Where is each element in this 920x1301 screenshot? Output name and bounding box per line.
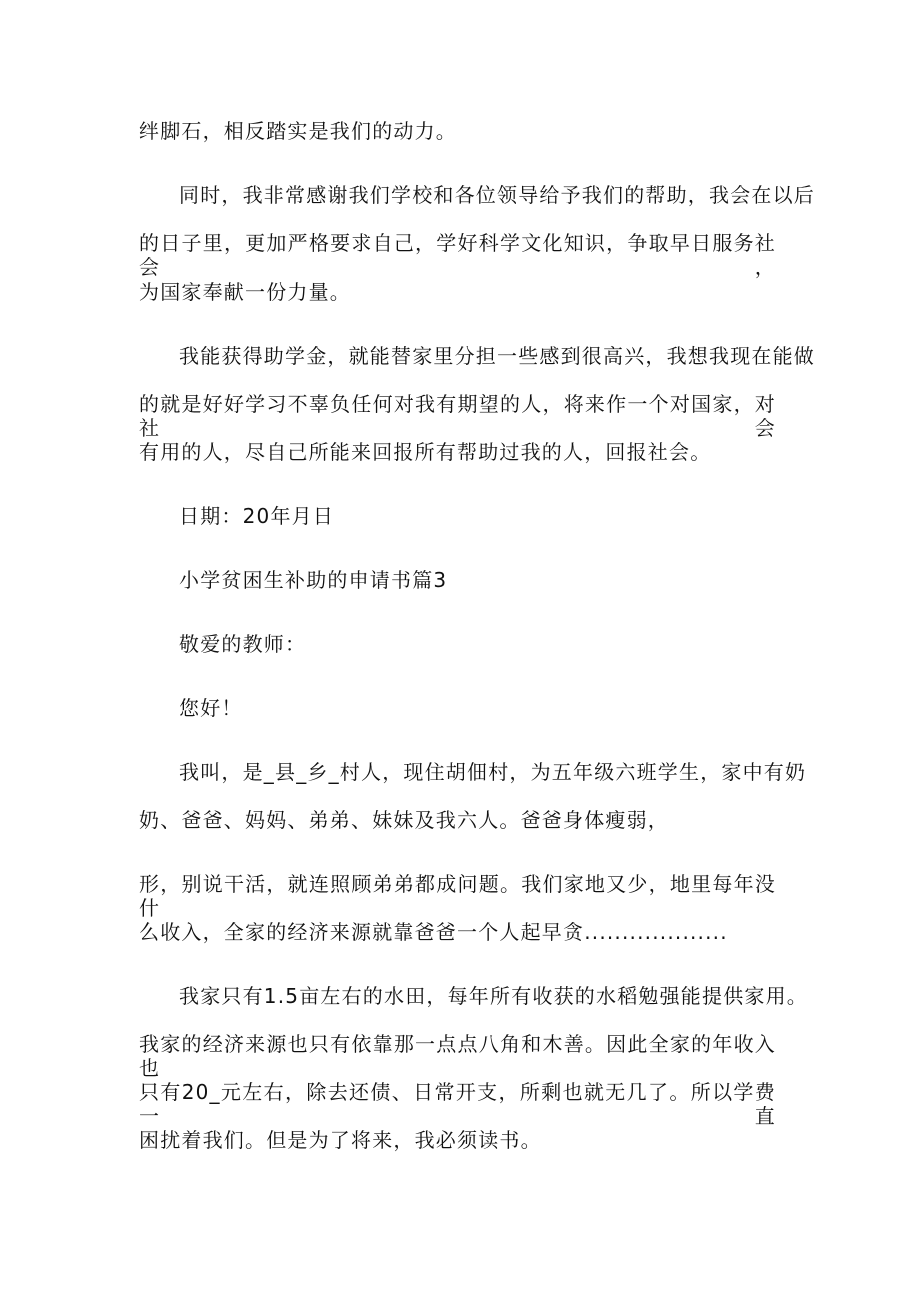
date-line: 日期：20年月日 bbox=[179, 504, 335, 528]
text-line-6: 的就是好好学习不辜负任何对我有期望的人，将来作一个对国家，对社会 bbox=[139, 392, 776, 440]
text-line-18: 只有20_元左右，除去还债、日常开支，所剩也就无几了。所以学费一直 bbox=[139, 1080, 776, 1128]
text-line-4: 为国家奉献一份力量。 bbox=[139, 280, 351, 304]
greeting: 您好！ bbox=[179, 696, 243, 720]
text-line-1: 绊脚石，相反踏实是我们的动力。 bbox=[139, 119, 457, 143]
section-title: 小学贫困生补助的申请书篇3 bbox=[179, 568, 448, 592]
text-line-14: 形，别说干活，就连照顾弟弟都成问题。我们家地又少，地里每年没什 bbox=[139, 872, 776, 920]
text-line-7: 有用的人，尽自己所能来回报所有帮助过我的人，回报社会。 bbox=[139, 440, 712, 464]
text-line-13: 奶、爸爸、妈妈、弟弟、妹妹及我六人。爸爸身体瘦弱， bbox=[139, 808, 669, 832]
text-line-15: 么收入，全家的经济来源就靠爸爸一个人起早贪................... bbox=[139, 920, 728, 944]
text-line-17: 我家的经济来源也只有依靠那一点点八角和木善。因此全家的年收入也 bbox=[139, 1032, 776, 1080]
text-line-16: 我家只有1.5亩左右的水田，每年所有收获的水稻勉强能提供家用。 bbox=[179, 984, 809, 1008]
text-line-5: 我能获得助学金，就能替家里分担一些感到很高兴，我想我现在能做 bbox=[179, 344, 815, 368]
text-line-19: 困扰着我们。但是为了将来，我必须读书。 bbox=[139, 1128, 542, 1152]
text-line-2: 同时，我非常感谢我们学校和各位领导给予我们的帮助，我会在以后 bbox=[179, 183, 815, 207]
salutation: 敬爱的教师： bbox=[179, 632, 307, 656]
text-line-12: 我叫，是_县_乡_村人，现住胡佃村，为五年级六班学生，家中有奶 bbox=[179, 760, 807, 784]
text-line-3: 的日子里，更加严格要求自己，学好科学文化知识，争取早日服务社会， bbox=[139, 231, 776, 279]
